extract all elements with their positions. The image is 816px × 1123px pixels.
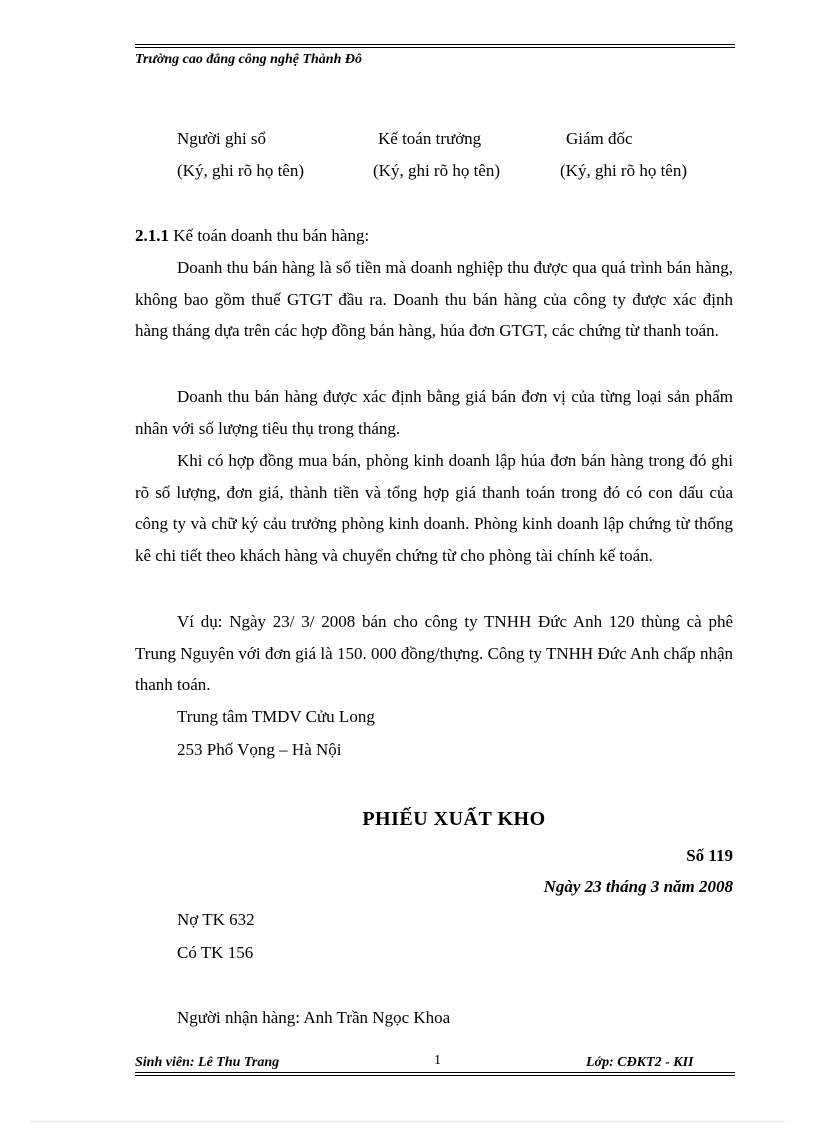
paragraph-example: Ví dụ: Ngày 23/ 3/ 2008 bán cho công ty TNHH Đức Anh 120 thùng cà phê Trung Nguyên với đơn giá là 150. 000 đồng/thựng. Công ty TNHH Đức Anh chấp nhận thanh toán. bbox=[135, 612, 733, 694]
section-title: Kế toán doanh thu bán hàng: bbox=[173, 226, 370, 245]
section-number: 2.1.1 bbox=[135, 226, 169, 245]
address-line-2: 253 Phố Vọng – Hà Nội bbox=[177, 740, 342, 759]
voucher-number: Số 119 bbox=[686, 846, 733, 865]
footer-rule-bottom bbox=[135, 1075, 735, 1076]
address-line-1: Trung tâm TMDV Cửu Long bbox=[177, 707, 375, 726]
paragraph-revenue-definition: Doanh thu bán hàng là số tiền mà doanh nghiệp thu được qua quá trình bán hàng, không bao gồm thuế GTGT đầu ra. Doanh thu bán hàng của công ty được xác định hàng tháng dựa trên các hợp đồng bán hàng, húa đơn GTGT, các chứng từ thanh toán. bbox=[135, 258, 733, 340]
voucher-debit-account: Nợ TK 632 bbox=[177, 910, 255, 929]
signature-role-chief-accountant: Kế toán trưởng bbox=[378, 129, 482, 148]
paragraph-sales-procedure: Khi có hợp đồng mua bán, phòng kinh doanh lập húa đơn bán hàng trong đó ghi rõ số lượng, đơn giá, thành tiền và tổng hợp giá thanh toán trong đó có con dấu của công ty và chữ ký cảu trưởng phòng kinh doanh. Phòng kinh doanh lập chứng từ thống kê chi tiết theo khách hàng và chuyển chứng từ cho phòng tài chính kế toán. bbox=[135, 451, 733, 565]
section-heading bbox=[135, 226, 369, 246]
voucher-title: PHIẾU XUẤT KHO bbox=[362, 808, 546, 830]
header-rule-bottom bbox=[135, 47, 735, 48]
header-school: Trường cao đẳng công nghệ Thành Đô bbox=[135, 52, 362, 67]
footer-rule-top bbox=[135, 1072, 735, 1073]
footer-class: Lớp: CĐKT2 - KII bbox=[586, 1055, 694, 1070]
voucher-date: Ngày 23 tháng 3 năm 2008 bbox=[543, 877, 733, 896]
signature-note-recorder: (Ký, ghi rõ họ tên) bbox=[177, 161, 305, 180]
voucher-receiver: Người nhận hàng: Anh Trần Ngọc Khoa bbox=[177, 1008, 451, 1027]
footer-student: Sinh viên: Lê Thu Trang bbox=[135, 1055, 280, 1070]
header-rule-top bbox=[135, 44, 735, 45]
signature-note-chief-accountant: (Ký, ghi rõ họ tên) bbox=[373, 161, 501, 180]
paragraph-revenue-calculation: Doanh thu bán hàng được xác định bằng giá bán đơn vị của từng loại sản phẩm nhân với số lượng tiêu thụ trong tháng. bbox=[135, 387, 733, 438]
voucher-credit-account: Có TK 156 bbox=[177, 943, 254, 962]
page-edge-divider bbox=[30, 1121, 786, 1122]
footer-page-number: 1 bbox=[434, 1053, 441, 1068]
signature-role-recorder: Người ghi sổ bbox=[177, 129, 267, 148]
signature-note-director: (Ký, ghi rõ họ tên) bbox=[560, 161, 688, 180]
signature-role-director: Giám đốc bbox=[566, 129, 633, 148]
